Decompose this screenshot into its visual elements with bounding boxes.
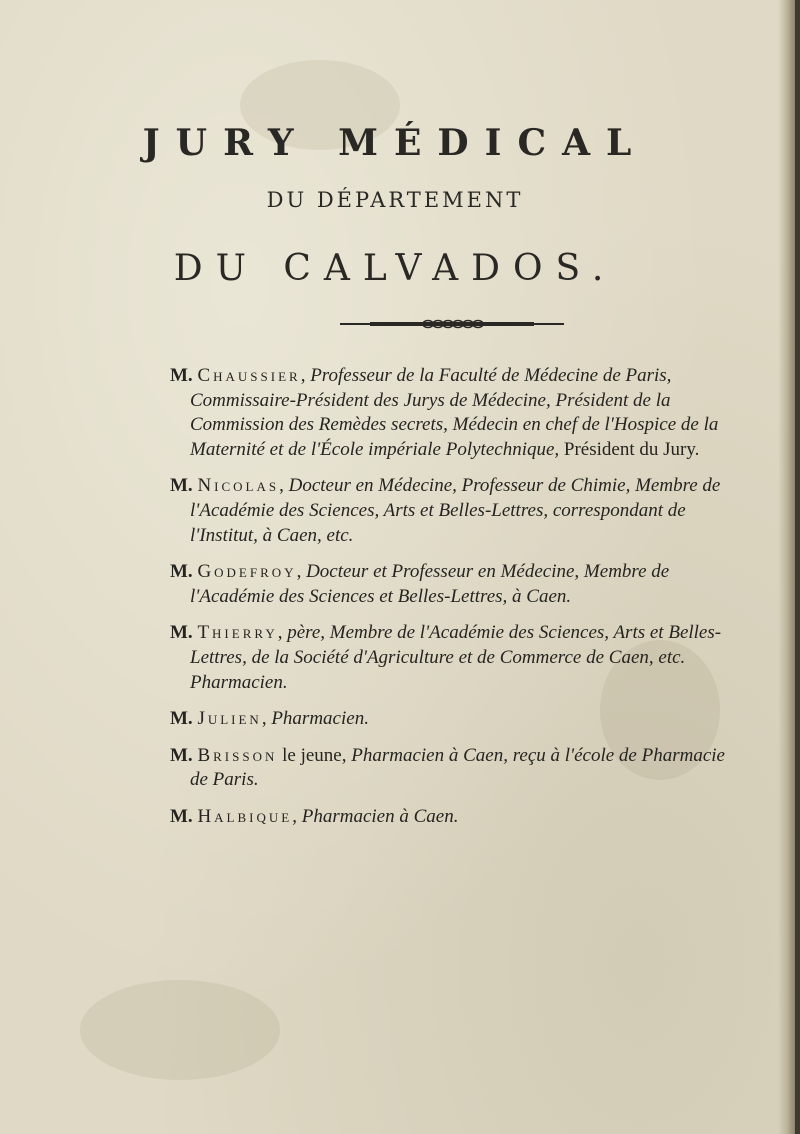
member-prefix: M. <box>170 744 193 766</box>
member-title: Pharmacien à Caen, reçu à l'école de Pharmacie de Paris. <box>190 744 725 791</box>
member-separator: , <box>277 622 283 644</box>
member-name: Julien <box>197 708 262 730</box>
member-title: Docteur et Professeur en Médecine, Membre de l'Académie des Sciences et Belles-Lettres, à Caen. <box>190 561 670 607</box>
member-name: Nicolas <box>197 475 280 497</box>
member-separator: , <box>296 561 302 583</box>
member-title: Docteur en Médecine, Professeur de Chimie, Membre de l'Académie des Sciences, Arts et Belles-Lettres, correspondant de l'Institut, à Caen, etc. <box>190 475 721 546</box>
member-prefix: M. <box>170 622 193 644</box>
member-separator: , <box>261 708 267 730</box>
member-separator: , <box>292 805 297 827</box>
member-name: Thierry <box>197 622 278 644</box>
member-name: Halbique <box>197 805 293 827</box>
jury-member-entry <box>170 805 745 830</box>
jury-member-entry <box>170 707 745 732</box>
member-separator: , <box>279 475 284 497</box>
member-prefix: M. <box>170 475 193 497</box>
member-title: Pharmacien à Caen. <box>301 805 459 827</box>
member-name: Chaussier <box>197 365 301 386</box>
book-spine-edge <box>795 0 800 1134</box>
member-prefix: M. <box>170 805 193 827</box>
member-separator: , <box>300 365 306 386</box>
member-title: Professeur de la Faculté de Médecine de Paris, Commissaire-Président des Jurys de Médecine, Président de la Commission des Remèdes secrets, Médecin en chef de l'Hospice de la Maternité et de l'École impériale Polytechnique, <box>190 365 719 460</box>
member-title: père, Membre de l'Académie des Sciences, Arts et Belles-Lettres, de la Société d'Agriculture et de Commerce de Caen, etc. Pharmacien. <box>190 622 722 693</box>
member-role: Président du Jury. <box>563 438 700 460</box>
jury-member-entry <box>170 560 745 609</box>
member-name: Godefroy <box>197 561 297 583</box>
jury-member-list <box>170 364 745 842</box>
member-prefix: M. <box>170 708 193 730</box>
member-prefix: M. <box>170 561 193 583</box>
title-du-departement: DU DÉPARTEMENT <box>266 188 524 212</box>
member-name: Brisson <box>197 744 278 766</box>
member-title: Pharmacien. <box>271 708 369 730</box>
jury-member-entry <box>170 474 745 548</box>
ornamental-rule <box>340 319 564 329</box>
member-prefix: M. <box>170 365 193 386</box>
title-jury-medical: JURY MÉDICAL <box>142 122 648 164</box>
paper-stain <box>80 980 280 1080</box>
member-separator: le jeune, <box>282 744 347 766</box>
jury-member-entry <box>170 744 745 793</box>
title-du-calvados: DU CALVADOS. <box>173 248 617 289</box>
jury-member-entry <box>170 621 745 695</box>
jury-member-entry <box>170 364 745 462</box>
